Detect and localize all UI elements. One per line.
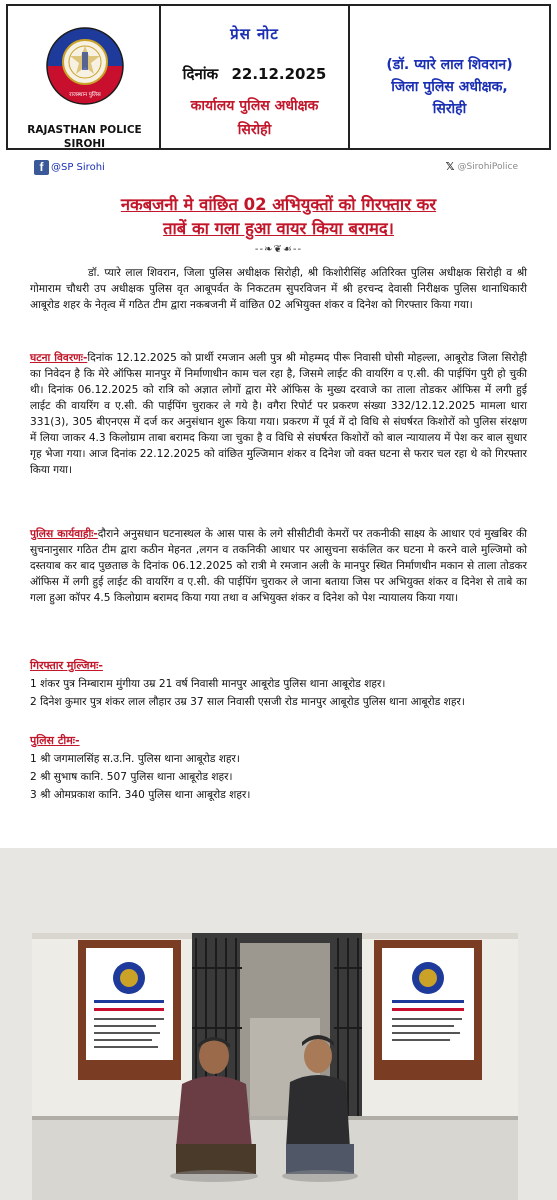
sp-name: (डॉ. प्यारे लाल शिवरान) [386,57,513,73]
logo-cell [8,6,161,148]
org-district: SIROHI [63,138,106,150]
svg-text:राजस्थान पुलिस: राजस्थान पुलिस [69,92,101,98]
accused-title: गिरफ्तार मुल्जिमः- [30,659,103,672]
ornament-divider: --❧❦☙-- [254,244,303,255]
press-note-cell [161,6,350,148]
press-note-date [161,64,348,84]
team-member: 3 श्री ओमप्रकाश कानि. 340 पुलिस थाना आबूरोड शहर। [30,789,251,801]
rajasthan-police-logo [45,16,125,116]
sp-cell [350,6,549,148]
x-icon: 𝕏 [445,160,455,173]
incident-label: घटना विवरणः- [30,352,88,364]
facebook-handle: @SP Sirohi [51,162,105,173]
twitter-handle: @SirohiPolice [457,161,518,172]
action-paragraph [30,526,527,606]
social-bar [34,160,518,178]
intro-paragraph: डॉ. प्यारे लाल शिवरान, जिला पुलिस अधीक्षक सिरोही, श्री किशोरीसिंह अतिरिक्त पुलिस अधीक्षक सिरोही व श्री गोमाराम चौधरी उप अधीक्षक पुलिस वृत आबूपर्वत के निकटतम सुपरविजन में श्री हरचन्द देवासी निरीक्षक पुलिस थानाधिकारी आबूरोड शहर के नेतृत्व में गठित टीम द्वारा नकबजनी में वांछित 02 अभियुक्त शंकर व दिनेश को गिरफ्तार किया गया। [30,267,527,311]
team-member: 2 श्री सुभाष कानि. 507 पुलिस थाना आबूरोड शहर। [30,771,233,783]
incident-paragraph [30,350,527,478]
twitter-link[interactable] [446,160,518,173]
date-label: दिनांक [182,65,219,83]
sp-district: सिरोही [432,101,467,117]
team-title: पुलिस टीमः- [30,734,80,747]
sp-designation: जिला पुलिस अधीक्षक, [391,79,508,95]
org-name: RAJASTHAN POLICE [27,124,142,136]
headline-line-1: नकबजनी मे वांछित 02 अभियुक्तों को गिरफ्तार कर [120,195,437,214]
facebook-link[interactable] [34,160,105,175]
action-text: दौराने अनुसधान घटनास्थल के आस पास के लगे सीसीटीवी केमरों पर तकनीकी साक्ष्य के आधार एवं मुखबिर की सुचनानुसार गठित टीम द्वारा कठीन मेहनत ,लगन व तकनिकी आधार पर आसुचना सकंलित कर घटना मे करने वाले मुल्जिमो को दस्तयाब कर बाद पुछताछ के दिनांक 06.12.2025 को रात्री मे रमजान अली के मानपुर स्थित निर्माणधीन मकान से ताला तोडकर ऑफिस में लगी हुई लाईट की वायरिंग व ए.सी. की पाईपिंग चुराकर ले जाना बताया जिस पर अभियुक्त शंकर व दिनेश से ताबे का गला हुआ कॉपर 4.5 किलोग्राम बरामद किया गया तथा व अभियुक्त शंकर व दिनेश को पेश न्यायालय किया गया। [30,528,527,604]
facebook-icon: f [34,160,49,175]
office-name [161,94,348,142]
action-label: पुलिस कार्यवाहीः- [30,528,98,540]
headline-line-2: ताबें का गला हुआ वायर किया बरामद। [163,219,394,238]
arrest-photo-illustration [0,848,557,1200]
press-note-header [6,4,551,150]
date-value: 22.12.2025 [231,65,327,83]
team-member: 1 श्री जगमालसिंह स.उ.नि. पुलिस थाना आबूरोड शहर। [30,753,240,765]
accused-item: 2 दिनेश कुमार पुत्र शंकर लाल लौहार उम्र 37 साल निवासी एसजी रोड मानपुर आबूरोड पुलिस थाना आबूरोड शहर। [30,696,465,708]
accused-item: 1 शंकर पुत्र निम्बाराम मुंगीया उम्र 21 वर्ष निवासी मानपुर आबूरोड पुलिस थाना आबूरोड शहर। [30,678,386,690]
office-line-1: कार्यालय पुलिस अधीक्षक [190,98,319,114]
arrest-photo [0,848,557,1200]
sp-details [350,54,549,120]
incident-text: दिनांक 12.12.2025 को प्रार्थी रमजान अली पुत्र श्री मोहम्मद पीरू निवासी घोसी मोहल्ला, आबूरोड जिला सिरोही का निवेदन है कि मेरे ऑफिस मानपुर में निर्माणाधीन काम चल रहा है, जिसमे लाईट की वायरिंग व ए.सी. की पाईपिंग पुरी हो चुकी थी। दिनांक 06.12.2025 को रात्रि को अज्ञात लोगों द्वारा मेरे ऑफिस के मुख्य दरवाजे का ताला तोडकर ऑफिस में लगी हुई लाईट की वायरिंग व ए.सी. की पाईपिंग चुराकर ले गये है। वगैरा रिपोर्ट पर प्रकरण संख्या 332/12.12.2025 मामला धारा 331(3), 305 बीएनएस में दर्ज कर अनुसंधान शुरू किया गया। प्रकरण में पूर्व में दो विधि से संघर्षरत किशोरों को पुलिस संरक्षण में लिया जाकर 4.3 किलोग्राम ताबा बरामद किया जा चुका है व विधि से संघर्षरत किशोरों को बाल न्यायालय में पेश कर बाल सुधार गृह भेजा गया। आज दिनांक 22.12.2025 को वांछित मुल्जिमान शंकर व दिनेश जो वक्त घटना से फरार चल रहा थे को गिरफ्तार किया गया। [30,352,527,476]
office-line-2: सिरोही [237,122,272,138]
press-note-title: प्रेस नोट [230,25,279,43]
